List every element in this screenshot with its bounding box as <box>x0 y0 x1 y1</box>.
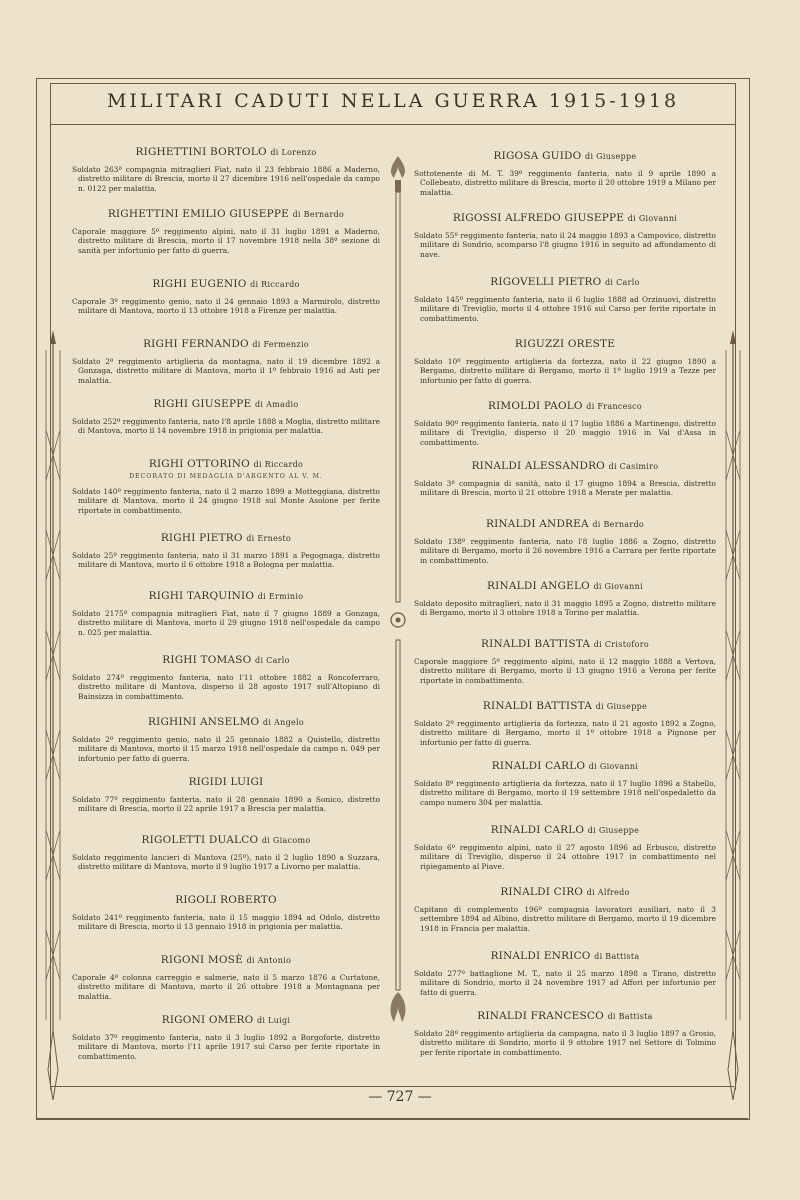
entry-text: Caporale 4ª colonna carreggio e salmerie, nato il 5 marzo 1876 a Curtatone, distretto militare di Mantova, morto il 26 ottobre 1918 a Montagnana per malattia. <box>72 973 380 1001</box>
entry <box>72 834 380 872</box>
entry <box>72 532 380 570</box>
entry <box>414 276 716 323</box>
entry-text: Soldato 252º reggimento fanteria, nato l'8 aprile 1888 a Moglia, distretto militare di Mantova, morto il 14 novembre 1918 in prigionia per malattia. <box>72 417 380 436</box>
entry <box>72 590 380 637</box>
entry-text: Soldato 90º reggimento fanteria, nato il 17 luglio 1886 a Martinengo, distretto militare di Treviglio, disperso il 20 maggio 1916 in Val d'Assa in combattimento. <box>414 419 716 447</box>
entry-name: RIGHI FERNANDO di Fermenzio <box>143 338 309 350</box>
footer-rule <box>50 1086 734 1087</box>
entry <box>414 518 716 565</box>
entry-text: Soldato 2175ª compagnia mitraglieri Fiat, nato il 7 giugno 1889 a Gonzaga, distretto militare di Mantova, morto il 29 giugno 1918 nell'ospedale da campo n. 025 per malattia. <box>72 609 380 637</box>
entry-name: RIGUZZI ORESTE <box>514 338 616 350</box>
entry <box>72 654 380 701</box>
entry <box>414 638 716 685</box>
entry-text: Soldato 2º reggimento genio, nato il 25 gennaio 1882 a Quistello, distretto militare di Mantova, morto il 15 marzo 1918 nell'ospedale da campo n. 049 per infortunio per fatto di guerra. <box>72 735 380 763</box>
entry-text: Caporale maggiore 5º reggimento alpini, nato il 31 luglio 1891 a Maderno, distretto militare di Brescia, morto il 17 novembre 1918 nella 38ª sezione di sanità per infortunio per fatto di guerra. <box>72 227 380 255</box>
entry-name: RINALDI CIRO di Alfredo <box>500 886 630 898</box>
entry-text: Soldato 55º reggimento fanteria, nato il 24 maggio 1893 a Campovico, distretto militare di Sondrio, scomparso l'8 giugno 1916 in seguito ad affondamento di nave. <box>414 231 716 259</box>
entry <box>72 338 380 385</box>
entry-name: RIGIDI LUIGI <box>188 776 264 788</box>
entry-name: RIGOSSI ALFREDO GIUSEPPE di Giovanni <box>452 212 678 224</box>
entry <box>72 278 380 316</box>
bottom-frame-rule <box>36 1118 748 1119</box>
entry-text: Soldato 77º reggimento fanteria, nato il 28 gennaio 1890 a Sonico, distretto militare di Brescia, morto il 22 aprile 1917 a Brescia per malattia. <box>72 795 380 814</box>
entry-name: RINALDI ANGELO di Giovanni <box>487 580 643 592</box>
entry-name: RIGOSA GUIDO di Giuseppe <box>493 150 637 162</box>
entry-text: Soldato 8º reggimento artiglieria da fortezza, nato il 17 luglio 1896 a Stabello, distretto militare di Bergamo, morto il 19 settembre 1918 nell'ospedaletto da campo numero 304 per malattia. <box>414 779 716 807</box>
entry-name: RIGOVELLI PIETRO di Carlo <box>490 276 640 288</box>
entry <box>72 208 380 255</box>
entry-text: Soldato 241º reggimento fanteria, nato il 15 maggio 1894 ad Odolo, distretto militare di Brescia, morto il 13 gennaio 1918 in prigionia per malattia. <box>72 913 380 932</box>
decoration-note: DECORATO DI MEDAGLIA D'ARGENTO AL V. M. <box>129 473 323 480</box>
entry-text: Soldato 138º reggimento fanteria, nato l'8 luglio 1886 a Zogno, distretto militare di Bergamo, morto il 26 novembre 1916 a Carrara per ferite riportate in combattimento. <box>414 537 716 565</box>
entry <box>72 146 380 193</box>
entry-name: RIMOLDI PAOLO di Francesco <box>487 400 643 412</box>
entry <box>414 150 716 197</box>
entry-text: Soldato 2º reggimento artiglieria da fortezza, nato il 21 agosto 1892 a Zogno, distretto militare di Bergamo, morto il 1º ottobre 1918 a Pignone per infortunio per fatto di guerra. <box>414 719 716 747</box>
entry-name: RIGONI OMERO di Luigi <box>161 1014 291 1026</box>
entry-name: RINALDI BATTISTA di Giuseppe <box>482 700 648 712</box>
entry-text: Soldato 277º battaglione M. T., nato il 25 marzo 1898 a Tirano, distretto militare di Sondrio, morto il 24 novembre 1917 ad Affori per infortunio per fatto di guerra. <box>414 969 716 997</box>
entry-name: RIGONI MOSÈ di Antonio <box>160 954 292 966</box>
page-title: MILITARI CADUTI NELLA GUERRA 1915-1918 <box>106 90 680 112</box>
entry <box>414 886 716 933</box>
entry-name: RINALDI CARLO di Giuseppe <box>490 824 640 836</box>
entry-text: Caporale 3º reggimento genio, nato il 24 gennaio 1893 a Marmirolo, distretto militare di Mantova, morto il 13 ottobre 1918 a Firenze per malattia. <box>72 297 380 316</box>
entry-name: RIGOLETTI DUALCO di Giacomo <box>141 834 311 846</box>
entry-text: Soldato 25º reggimento fanteria, nato il 31 marzo 1891 a Pegognaga, distretto militare di Mantova, morto il 6 ottobre 1918 a Bologna per malattia. <box>72 551 380 570</box>
right-fasces-ornament-icon <box>718 330 748 1100</box>
entry-text: Soldato 263ª compagnia mitraglieri Fiat, nato il 23 febbraio 1886 a Maderno, distretto militare di Brescia, morto il 27 dicembre 1916 nell'ospedale da campo n. 0122 per malattia. <box>72 165 380 193</box>
entry-name: RIGHI TARQUINIO di Erminio <box>148 590 304 602</box>
entry-name: RIGHINI ANSELMO di Angelo <box>147 716 305 728</box>
entry <box>414 1010 716 1057</box>
page-number: — 727 — <box>368 1089 432 1105</box>
entry-text: Soldato 28º reggimento artiglieria da campagna, nato il 3 luglio 1897 a Grosio, distretto militare di Sondrio, morto il 9 ottobre 1917 nel Settore di Tolmino per ferite riportate in combattimento. <box>414 1029 716 1057</box>
entry-name: RINALDI ALESSANDRO di Casimiro <box>471 460 659 472</box>
entry <box>414 338 716 385</box>
entry-text: Caporale maggiore 5º reggimento alpini, nato il 12 maggio 1888 a Vertova, distretto militare di Bergamo, morto il 13 giugno 1916 a Verona per ferite riportate in combattimento. <box>414 657 716 685</box>
entry-name: RIGHI OTTORINO di Riccardo <box>148 458 304 470</box>
entry-name: RINALDI FRANCESCO di Battista <box>477 1010 653 1022</box>
entry <box>72 776 380 814</box>
entry <box>414 400 716 447</box>
entry-text: Soldato 10º reggimento artiglieria da fortezza, nato il 22 giugno 1890 a Bergamo, distretto militare di Bergamo, morto il 1º luglio 1919 a Tezze per infortunio per fatto di guerra. <box>414 357 716 385</box>
entry-text: Soldato reggimento lancieri di Mantova (25º), nato il 2 luglio 1890 a Suzzara, distretto militare di Mantova, morto il 9 luglio 1917 a Livorno per malattia. <box>72 853 380 872</box>
entry <box>414 212 716 259</box>
entry-text: Soldato 3ª compagnia di sanità, nato il 17 giugno 1894 a Brescia, distretto militare di Brescia, morto il 21 ottobre 1918 a Merate per malattia. <box>414 479 716 498</box>
entry-name: RIGHETTINI BORTOLO di Lorenzo <box>135 146 317 158</box>
entry <box>414 700 716 747</box>
left-fasces-ornament-icon <box>38 330 68 1100</box>
entry-name: RIGOLI ROBERTO <box>175 894 277 906</box>
entry-name: RINALDI ENRICO di Battista <box>490 950 640 962</box>
entry-text: Soldato deposito mitraglieri, nato il 31 maggio 1895 a Zogno, distretto militare di Bergamo, morto il 3 ottobre 1918 a Torino per malattia. <box>414 599 716 618</box>
entry <box>72 1014 380 1061</box>
entry-name: RIGHETTINI EMILIO GIUSEPPE di Bernardo <box>107 208 345 220</box>
entry <box>72 894 380 932</box>
entry <box>414 950 716 997</box>
entry-name: RINALDI ANDREA di Bernardo <box>485 518 645 530</box>
entry <box>72 716 380 763</box>
entry-name: RINALDI CARLO di Giovanni <box>491 760 639 772</box>
entry <box>414 460 716 498</box>
entry <box>72 458 380 515</box>
entry <box>414 760 716 807</box>
entry-name: RINALDI BATTISTA di Cristoforo <box>481 638 649 650</box>
entry-text: Soldato 274º reggimento fanteria, nato l'11 ottobre 1882 a Roncoferraro, distretto militare di Mantova, disperso il 28 agosto 1917 sull'Altopiano di Bainsizza in combattimento. <box>72 673 380 701</box>
entry-name: RIGHI TOMASO di Carlo <box>162 654 290 666</box>
entry-text: Capitano di complemento 196ª compagnia lavoratori ausiliari, nato il 3 settembre 1894 ad Albino, distretto militare di Bergamo, morto il 19 dicembre 1918 in Francia per malattia. <box>414 905 716 933</box>
entry-text: Sottotenente di M. T. 39º reggimento fanteria, nato il 9 aprile 1890 a Collebeato, distretto militare di Brescia, morto il 20 ottobre 1919 a Milano per malattia. <box>414 169 716 197</box>
entry <box>72 954 380 1001</box>
entry-name: RIGHI PIETRO di Ernesto <box>160 532 292 544</box>
entry-text: Soldato 6º reggimento alpini, nato il 27 agosto 1896 ad Erbusco, distretto militare di Treviglio, disperso il 24 ottobre 1917 in combattimento nel ripiegamento al Piave. <box>414 843 716 871</box>
entry-text: Soldato 37º reggimento fanteria, nato il 3 luglio 1892 a Borgoforte, distretto militare di Mantova, morto l'11 aprile 1917 sul Carso per ferite riportate in combattimento. <box>72 1033 380 1061</box>
entry <box>72 398 380 436</box>
entry-text: Soldato 140º reggimento fanteria, nato il 2 marzo 1899 a Motteggiana, distretto militare di Mantova, morto il 24 giugno 1918 sul Monte Asolone per ferite riportate in combattimento. <box>72 487 380 515</box>
entry <box>414 580 716 618</box>
center-column-ornament-icon <box>384 150 412 1040</box>
entry-name: RIGHI EUGENIO di Riccardo <box>152 278 300 290</box>
entry-text: Soldato 2º reggimento artiglieria da montagna, nato il 19 dicembre 1892 a Gonzaga, distretto militare di Mantova, morto il 1º febbraio 1916 ad Asti per malattia. <box>72 357 380 385</box>
entry-name: RIGHI GIUSEPPE di Amadio <box>153 398 299 410</box>
entry-text: Soldato 145º reggimento fanteria, nato il 6 luglio 1888 ad Orzinuovi, distretto militare di Treviglio, morto il 4 ottobre 1916 sul Carso per ferite riportate in combattimento. <box>414 295 716 323</box>
entry <box>414 824 716 871</box>
